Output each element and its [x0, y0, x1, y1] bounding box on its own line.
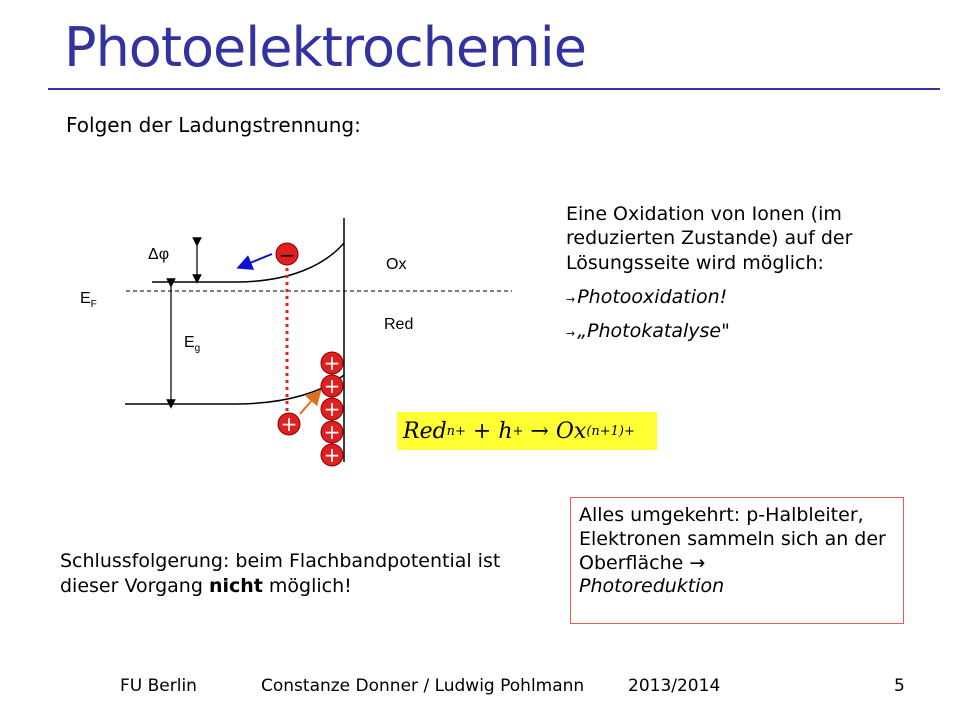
surface-hole-sign: +: [323, 397, 341, 421]
note-text: Alles umgekehrt: p-Halbleiter, Elektronen sammeln sich an der Oberfläche: [579, 504, 886, 574]
conclusion-bold: nicht: [208, 574, 263, 597]
ox-label: Ox: [386, 256, 407, 273]
footer-org: FU Berlin: [120, 676, 197, 696]
bullet-photokatalyse: [566, 319, 906, 343]
bullet-text: „Photokatalyse": [577, 320, 730, 343]
eq-arrow: →: [523, 418, 556, 444]
footer-term: 2013/2014: [628, 676, 721, 696]
electron-drift-arrow: [240, 254, 272, 267]
surface-hole-sign: +: [323, 420, 341, 444]
surface-holes: [321, 351, 343, 467]
eq-red-charge: n+: [446, 423, 466, 439]
eq-plus-h: + h: [465, 418, 513, 444]
fermi-label-sub: F: [90, 299, 97, 311]
oxidation-explanation: [566, 202, 906, 344]
eq-h-charge: +: [512, 423, 524, 439]
fermi-level-label: [80, 290, 97, 310]
surface-hole-sign: +: [323, 374, 341, 398]
page-number: 5: [894, 676, 905, 696]
bullet-text: Photooxidation!: [577, 285, 728, 308]
eq-ox: Ox: [555, 418, 587, 444]
conclusion: [60, 549, 530, 598]
surface-hole-sign: +: [323, 351, 341, 375]
eq-ox-charge: (n+1)+: [586, 423, 635, 439]
delta-phi-label: Δφ: [148, 246, 170, 263]
red-label: Red: [384, 316, 414, 333]
electron-sign: −: [278, 243, 296, 267]
slide-title: Photoelektrochemie: [64, 16, 586, 79]
fermi-label-main: E: [80, 290, 91, 307]
note-italic: Photoreduktion: [579, 575, 725, 598]
reaction-equation: [397, 412, 657, 450]
bandgap-label: [184, 334, 200, 354]
conduction-band: [152, 243, 344, 282]
arrow-right-icon: →: [689, 551, 706, 574]
arrow-right-icon: →: [566, 327, 576, 341]
conclusion-text-end: möglich!: [262, 574, 352, 597]
hole-sign: +: [280, 412, 298, 436]
p-semiconductor-note: [570, 497, 904, 624]
explanation-intro: Eine Oxidation von Ionen (im reduzierten Zustande) auf der Lösungsseite wird möglich:: [566, 203, 853, 274]
conclusion-text: Schlussfolgerung: beim Flachbandpotential ist dieser Vorgang: [60, 550, 501, 597]
footer-authors: Constanze Donner / Ludwig Pohlmann: [261, 676, 585, 696]
eq-red: Red: [403, 418, 447, 444]
subtitle: Folgen der Ladungstrennung:: [66, 113, 361, 137]
bandgap-label-main: E: [184, 334, 195, 351]
arrow-right-icon: →: [566, 292, 576, 306]
surface-hole-sign: +: [323, 443, 341, 467]
bullet-photooxidation: [566, 285, 906, 309]
bandgap-label-sub: g: [194, 343, 201, 355]
